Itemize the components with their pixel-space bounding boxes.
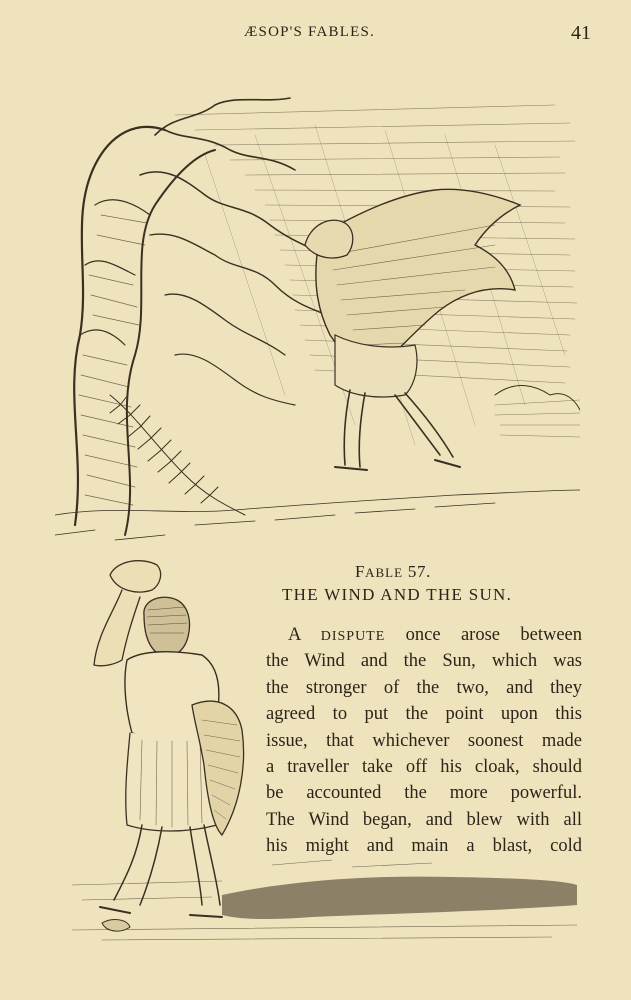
body-line-5: issue, that whichever soonest made — [266, 730, 582, 751]
fable-number-value: 57. — [407, 562, 431, 581]
fable-body — [266, 622, 582, 860]
fable-number-smallcaps: ABLE — [365, 565, 404, 580]
body-line-7: be accounted the more powerful. — [266, 783, 582, 804]
body-line-9: his might and main a blast, cold — [266, 836, 582, 857]
body-line-3: the stronger of the two, and they — [266, 677, 582, 698]
fable-number-initial: F — [355, 562, 366, 581]
body-line-2: the Wind and the Sun, which was — [266, 651, 582, 672]
fable-title: THE WIND AND THE SUN. — [282, 585, 513, 604]
body-line-6: a traveller take off his cloak, should — [266, 756, 582, 777]
traveller-in-storm-engraving — [55, 95, 580, 550]
body-line-8: The Wind began, and blew with all — [266, 809, 582, 830]
first-word-smallcaps: DISPUTE — [320, 629, 386, 644]
running-title: ÆSOP'S FABLES. — [244, 24, 375, 40]
fable-number — [355, 562, 431, 582]
page-number: 41 — [571, 22, 591, 44]
first-word-initial: A — [288, 625, 301, 645]
body-line-4: agreed to put the point upon this — [266, 704, 582, 725]
body-line-1 — [266, 622, 582, 648]
body-line-1-text: once arose between — [405, 625, 582, 645]
running-head — [0, 22, 631, 46]
